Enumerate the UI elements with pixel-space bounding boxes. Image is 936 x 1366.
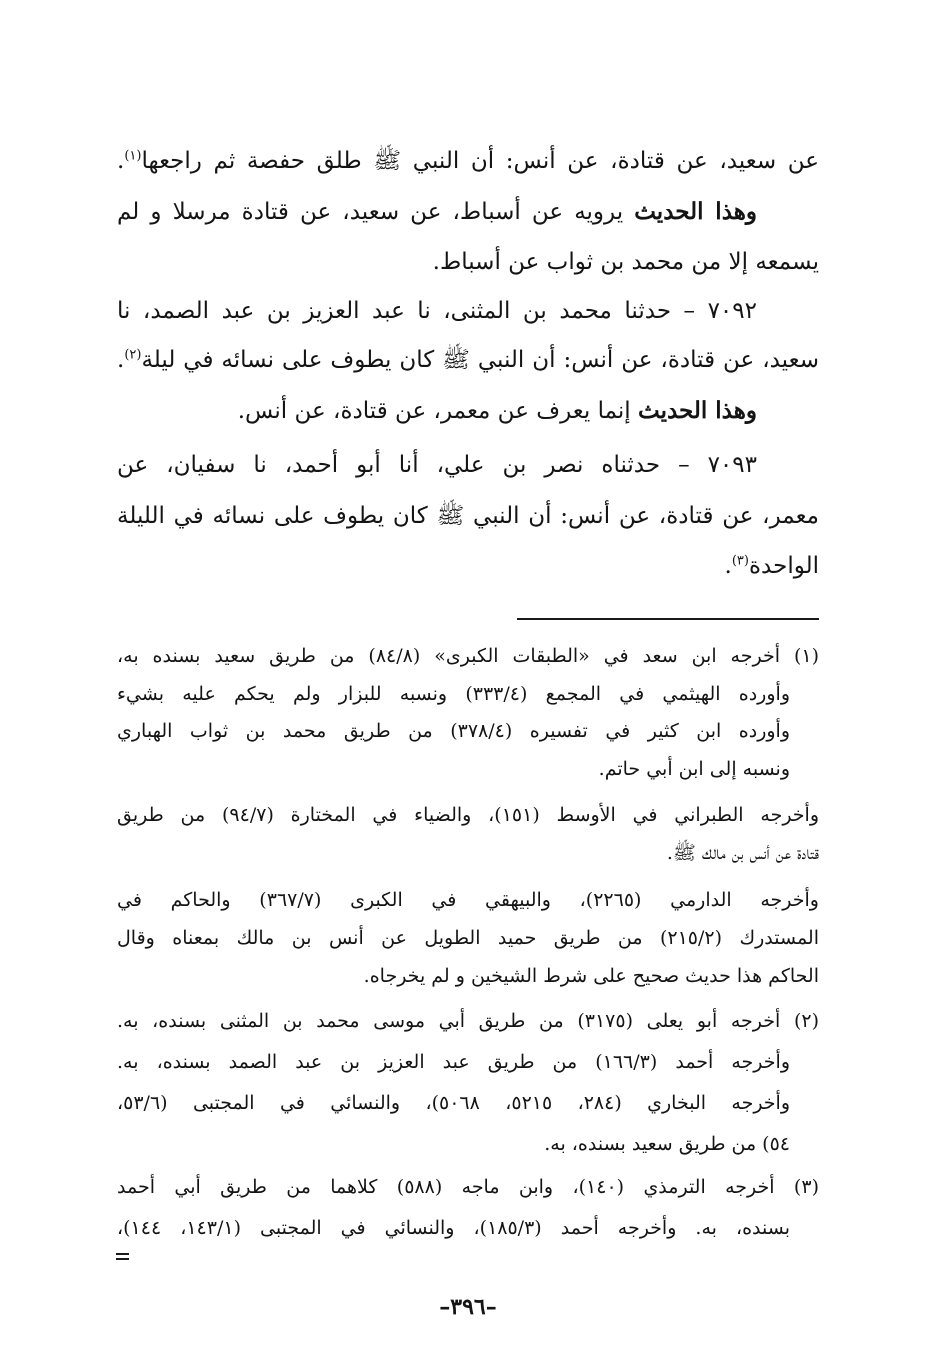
footnote-separator xyxy=(517,618,819,620)
main-line-5 xyxy=(117,349,819,372)
main-line-6-text: إنما يعرف عن معمر، عن قتادة، عن أنس. xyxy=(237,398,638,424)
main-line-5-end: . xyxy=(117,347,125,373)
footnote-1-line-2: وأورده الهيثمي في المجمع (٣٣٣/٤) ونسبه للبزار ولم يحكم عليه بشيء xyxy=(117,683,790,705)
footnote-2-line-2: وأخرجه أحمد (١٦٦/٣) من طريق عبد العزيز بن عبد الصمد بسنده، به. xyxy=(117,1051,790,1073)
footnote-1-line-4: ونسبه إلى ابن أبي حاتم. xyxy=(598,758,790,780)
footnote-2-line-3: وأخرجه البخاري (٢٨٤، ٥٢١٥، ٥٠٦٨)، والنسائي في المجتبى (٥٣/٦، xyxy=(117,1092,791,1114)
footnote-ref-2[interactable]: (٢) xyxy=(124,347,142,363)
main-line-6 xyxy=(117,399,819,423)
hadith-heading: وهذا الحديث xyxy=(634,198,757,225)
footnote-2-line-4: ٥٤) من طريق سعيد بسنده، به. xyxy=(544,1133,790,1155)
page-number: –٣٩٦– xyxy=(439,1294,497,1320)
footnote-1-line-8: المستدرك (٢١٥/٢) من طريق حميد الطويل عن أنس بن مالك بمعناه وقال xyxy=(117,927,819,949)
main-line-9-text: الواحدة xyxy=(748,553,819,579)
footnote-ref-3[interactable]: (٣) xyxy=(731,553,749,569)
main-line-3: يسمعه إلا من محمد بن ثواب عن أسباط. xyxy=(432,249,819,275)
footnote-1-line-3: وأورده ابن كثير في تفسيره (٣٧٨/٤) من طريق محمد بن ثواب الهباري xyxy=(117,720,790,742)
hadith-heading: وهذا الحديث xyxy=(637,397,757,424)
hadith-7093-line: ٧٠٩٣ – حدثناه نصر بن علي، أنا أبو أحمد، نا سفيان، عن xyxy=(117,452,757,478)
footnote-3-line-1: (٣) أخرجه الترمذي (١٤٠)، وابن ماجه (٥٨٨) كلاهما من طريق أبي أحمد xyxy=(117,1176,819,1198)
footnote-1-line-1: (١) أخرجه ابن سعد في «الطبقات الكبرى» (٨٤/٨) من طريق سعيد بسنده به، xyxy=(117,645,819,667)
footnote-1-line-7: وأخرجه الدارمي (٢٢٦٥)، والبيهقي في الكبرى (٣٦٧/٧) والحاكم في xyxy=(117,889,819,911)
main-line-9-end: . xyxy=(724,553,732,579)
footnote-1-line-6: قتادة عن أنس بن مالك ﷺ. xyxy=(666,842,819,864)
main-line-2 xyxy=(117,200,819,224)
main-line-2-text: يرويه عن أسباط، عن سعيد، عن قتادة مرسلا و لم xyxy=(117,199,635,225)
main-line-5-text: سعيد، عن قتادة، عن أنس: أن النبي ﷺ كان يطوف على نسائه في ليلة xyxy=(141,347,819,373)
footnote-1-line-5: وأخرجه الطبراني في الأوسط (١٥١)، والضياء في المختارة (٩٤/٧) من طريق xyxy=(117,804,819,826)
footnote-3-line-2: بسنده، به. وأخرجه أحمد (١٨٥/٣)، والنسائي في المجتبى (١٤٣/١، ١٤٤)، xyxy=(117,1217,790,1239)
main-line-8: معمر، عن قتادة، عن أنس: أن النبي ﷺ كان يطوف على نسائه في الليلة xyxy=(117,503,819,529)
main-line-9 xyxy=(117,555,819,578)
footnote-ref-1[interactable]: (١) xyxy=(124,148,142,164)
main-line-1 xyxy=(117,150,819,173)
continuation-marker xyxy=(116,1253,129,1263)
footnote-1-line-9: الحاكم هذا حديث صحيح على شرط الشيخين و لم يخرجاه. xyxy=(363,965,819,987)
hadith-7092-line: ٧٠٩٢ – حدثنا محمد بن المثنى، نا عبد العزيز بن عبد الصمد، نا xyxy=(117,298,757,324)
main-line-1-text: عن سعيد، عن قتادة، عن أنس: أن النبي ﷺ طلق حفصة ثم راجعها xyxy=(141,148,819,174)
main-line-1-end: . xyxy=(117,148,125,174)
footnote-2-line-1: (٢) أخرجه أبو يعلى (٣١٧٥) من طريق أبي موسى محمد بن المثنى بسنده، به. xyxy=(117,1010,819,1032)
